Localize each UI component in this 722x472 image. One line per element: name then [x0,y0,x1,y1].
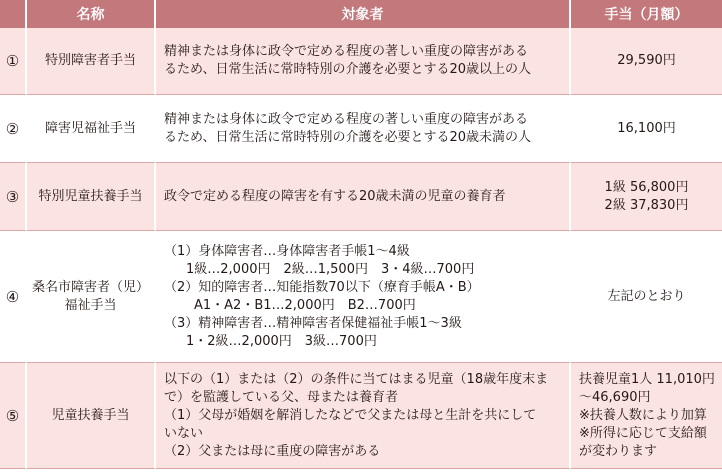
table-row [0,28,722,95]
monthly-amount [571,163,722,231]
monthly-amount [571,363,722,469]
amount-line: 〜46,690円 [579,389,651,405]
eligibility-line: 1・2級…2,000円 3級…700円 [186,333,377,349]
row-number: ② [0,95,27,163]
eligibility-line: A1・A2・B1…2,000円 B2…700円 [194,297,416,313]
allowance-name: 特別児童扶養手当 [27,163,156,231]
eligibility-line: るため、日常生活に常時特別の介護を必要とする20歳未満の人 [164,129,532,145]
row-number: ④ [0,231,27,363]
row-number: ⑤ [0,363,27,469]
amount-line: 扶養児童1人 11,010円 [579,371,715,387]
amount-line: 1級 56,800円 [604,179,689,195]
amount-line: が変わります [579,443,658,459]
eligibility-line: るため、日常生活に常時特別の介護を必要とする20歳以上の人 [164,62,532,77]
eligibility-line: 政令で定める程度の障害を有する20歳未満の児童の養育者 [164,188,506,204]
eligibility-text [156,95,571,163]
name-line: 福祉手当 [64,297,117,313]
table-row [0,231,722,363]
allowance-name: 特別障害者手当 [27,28,156,95]
eligibility-line: 精神または身体に政令で定める程度の著しい重度の障害がある [164,44,529,59]
eligibility-text [156,363,571,469]
table-row [0,95,722,163]
eligibility-text [156,163,571,231]
table-row [0,163,722,231]
row-number: ① [0,28,27,95]
header-amount: 手当（月額） [571,0,722,28]
eligibility-line: （2）父または母に重度の障害がある [164,443,381,459]
eligibility-line: （3）精神障害者…精神障害者保健福祉手帳1〜3級 [164,315,462,331]
eligibility-line: （1）身体障害者…身体障害者手帳1〜4級 [164,243,410,259]
header-name: 名称 [27,0,156,28]
name-line: 桑名市障害者（児） [31,279,149,295]
eligibility-line: 1級…2,000円 2級…1,500円 3・4級…700円 [186,261,475,277]
monthly-amount: 左記のとおり [571,231,722,363]
header-num [0,0,27,28]
eligibility-line: で）を監護している父、母または養育者 [164,389,399,405]
allowance-name: 児童扶養手当 [27,363,156,469]
eligibility-line: （1）父母が婚姻を解消したなどで父または母と生計を共にして [164,407,537,423]
allowance-name: 障害児福祉手当 [27,95,156,163]
row-number: ③ [0,163,27,231]
amount-line: 2級 37,830円 [604,197,689,213]
amount-line: ※所得に応じて支給額 [579,425,707,441]
eligibility-text [156,231,571,363]
table-header-row [0,0,722,28]
eligibility-line: 以下の（1）または（2）の条件に当てはまる児童（18歳年度末ま [164,371,549,387]
eligibility-line: （2）知的障害者…知能指数70以下（療育手帳A・B） [164,279,480,295]
monthly-amount: 16,100円 [571,95,722,163]
eligibility-line: 精神または身体に政令で定める程度の著しい重度の障害がある [164,111,529,127]
table-row [0,363,722,469]
amount-line: ※扶養人数により加算 [579,407,707,423]
header-target: 対象者 [156,0,571,28]
monthly-amount: 29,590円 [571,28,722,95]
allowance-name [27,231,156,363]
eligibility-line: いない [164,425,204,441]
eligibility-text [156,28,571,95]
